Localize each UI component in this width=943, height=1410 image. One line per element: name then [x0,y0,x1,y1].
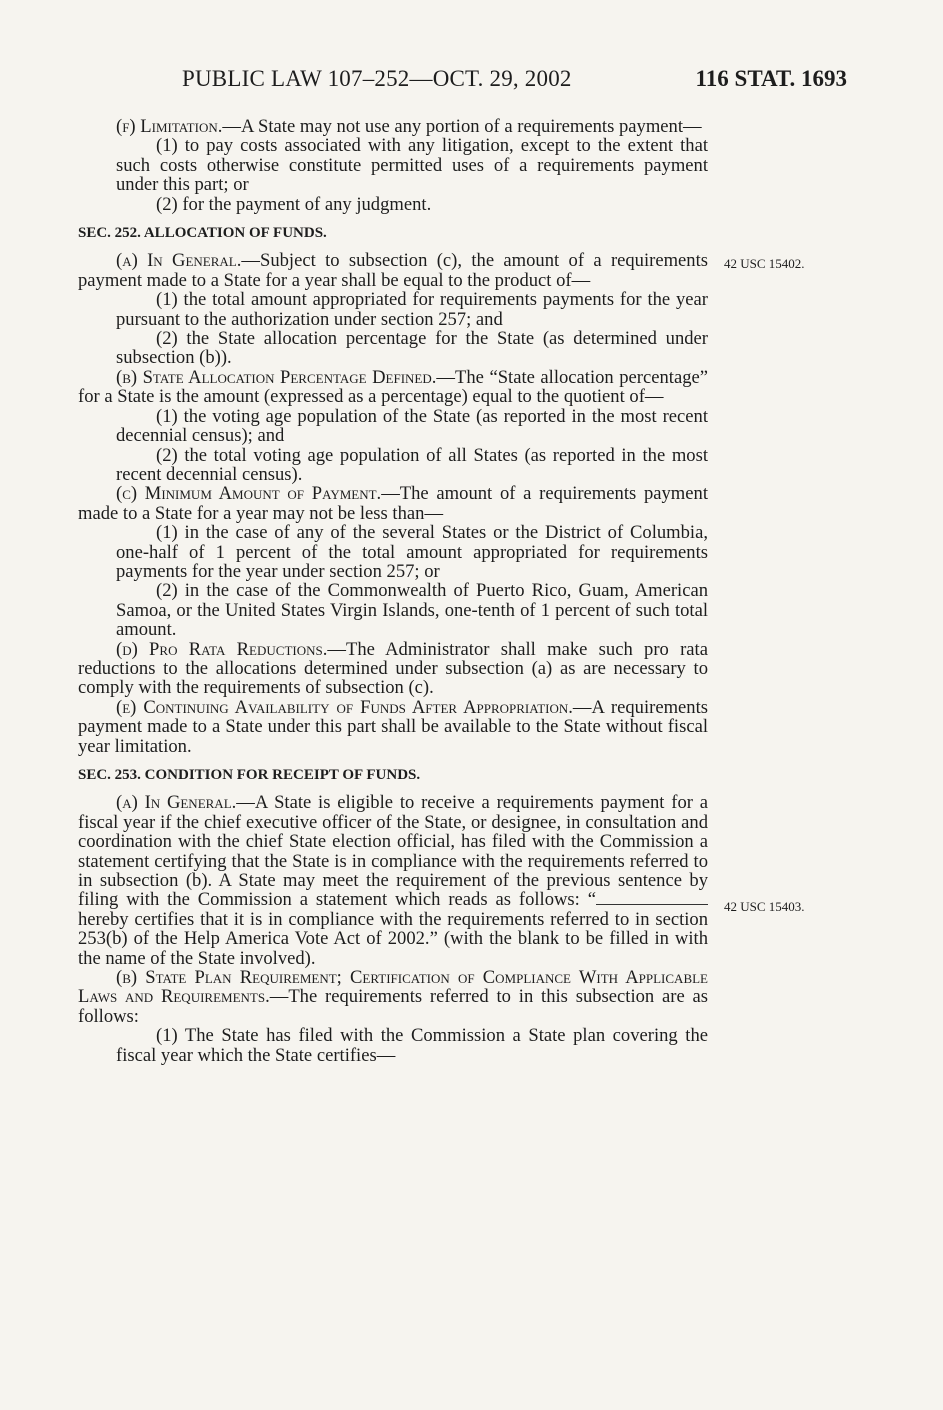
section-heading-252: SEC. 252. ALLOCATION OF FUNDS. [78,225,327,242]
subsection-text: —The requirements referred to in this subsection are as follows: [78,986,708,1027]
paragraph: (2) the total voting age population of all States (as reported in the most recent decennial census). [116,444,708,485]
paragraph: (1) The State has filed with the Commission a State plan covering the fiscal year which the State certifies— [116,1025,708,1066]
paragraph: (1) the voting age population of the State (as reported in the most recent decennial census); and [116,405,708,447]
subsection-heading: (b) State Allocation Percentage Defined. [116,366,437,388]
subsection-f-limitation [78,117,708,136]
subsection-heading: (e) Continuing Availability of Funds After Appropriation. [116,696,573,718]
subsection-text: —The amount of a requirements payment made to a State for a year may not be less than— [78,483,708,524]
subsection-a [78,793,708,968]
subsection-heading: (d) Pro Rata Reductions. [116,638,328,660]
subsection-text: —The Administrator shall make such pro rata reductions to the allocations determined under subsection (a) as are necessary to comply with the requirements of subsection (c). [78,638,708,699]
subsection-b [78,968,708,1026]
paragraph: (1) the total amount appropriated for requirements payments for the year pursuant to the authorization under section 257; and [116,289,708,330]
subsection-c [78,484,708,523]
subsection-heading: (a) In General. [116,792,237,814]
subsection-text: —Subject to subsection (c), the amount of a requirements payment made to a State for a year shall be equal to the product of— [78,250,709,291]
subsection-heading: (c) Minimum Amount of Payment. [116,483,382,505]
subsection-text: —A State may not use any portion of a requirements payment— [222,116,702,137]
subsection-heading: (f) Limitation. [116,116,223,137]
paragraph: (1) in the case of any of the several States or the District of Columbia, one-half of 1 percent of the total amount appropriated for requirements payments for the year under section 257; or [116,522,708,582]
subsection-e [78,698,708,756]
subsection-text: —A requirements payment made to a State under this part shall be available to the State without fiscal year limitation. [78,696,708,757]
body-text [78,117,708,1065]
subsection-heading: (b) State Plan Requirement; Certification of Compliance With Applicable Laws and Requirements. [78,967,708,1008]
paragraph: (2) in the case of the Commonwealth of Puerto Rico, Guam, American Samoa, or the United States Virgin Islands, one-tenth of 1 percent of such total amount. [116,580,708,641]
margin-note-sec253: 42 USC 15403. [724,899,805,914]
paragraph: (1) to pay costs associated with any litigation, except to the extent that such costs otherwise constitute permitted uses of a requirements payment under this part; or [116,135,708,196]
subsection-text: hereby certifies that it is in compliance with the requirements referred to in section 253(b) of the Help America Vote Act of 2002.” (with the blank to be filled in with the name of the State involved). [78,908,708,969]
fill-in-blank [596,890,708,905]
running-header-title: PUBLIC LAW 107–252—OCT. 29, 2002 [182,66,572,91]
paragraph: (2) the State allocation percentage for the State (as determined under subsection (b)). [116,328,708,369]
subsection-text: —A State is eligible to receive a requirements payment for a fiscal year if the chief executive officer of the State, or designee, in consultation and coordination with the chief State election official, has filed with the Commission a statement certifying that the State is in compliance with the requirements referred to in subsection (b). A State may meet the requirement of the previous sentence by filing with the Commission a statement which reads as follows: “ [78,792,708,911]
paragraph: (2) for the payment of any judgment. [156,193,432,215]
section-heading-253: SEC. 253. CONDITION FOR RECEIPT OF FUNDS. [78,767,421,783]
subsection-b [78,368,708,407]
subsection-d [78,640,708,698]
margin-note-sec252: 42 USC 15402. [724,256,805,271]
subsection-heading: (a) In General. [116,250,242,272]
subsection-text: —The “State allocation percentage” for a State is the amount (expressed as a percentage) equal to the quotient of— [78,366,708,408]
statute-page-number: 116 STAT. 1693 [695,66,847,91]
subsection-a [78,251,708,290]
